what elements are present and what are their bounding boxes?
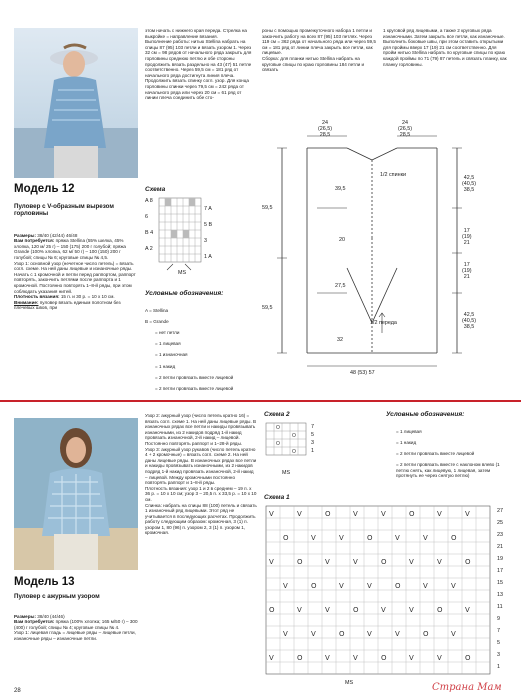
garment-diagram xyxy=(262,118,512,388)
svg-text:V: V xyxy=(297,606,302,614)
dim-inner-2: 20 xyxy=(339,237,345,243)
svg-text:V: V xyxy=(339,534,344,542)
svg-text:O: O xyxy=(465,558,471,566)
materials-label: Вам потребуется: xyxy=(14,238,55,244)
legend-item: = 1 лицевая xyxy=(155,341,181,347)
svg-text:O: O xyxy=(395,582,401,590)
sizes-label: Размеры: xyxy=(14,232,36,238)
dim-left-2: 59,5 xyxy=(262,305,273,311)
model-12-title: Модель 12 xyxy=(14,183,75,195)
legend-item: = 1 лицевая xyxy=(396,428,422,434)
svg-text:O: O xyxy=(437,606,443,614)
legend-item: = нет петли xyxy=(155,329,180,335)
schema2-row: 1 xyxy=(311,448,314,454)
sizes-value: 38/40 (44/46) xyxy=(37,613,65,619)
model-12-subtitle: Пуловер с V-образным вырезом горловины xyxy=(14,203,114,218)
svg-text:V: V xyxy=(381,606,386,614)
svg-text:O: O xyxy=(367,534,373,542)
svg-text:V: V xyxy=(325,606,330,614)
density-label: Плотность вязания: xyxy=(14,294,60,300)
legend-item: = 1 изнаночная xyxy=(155,352,188,358)
schema2-row: 7 xyxy=(311,424,314,430)
model-12-photo xyxy=(14,28,138,178)
svg-text:V: V xyxy=(409,558,414,566)
svg-text:V: V xyxy=(437,510,442,518)
model-12-photo-image xyxy=(14,28,138,178)
model-12-col2: этом начать с нижнего края переда. Стрелка на выкройке = направление вязания. Выполнение работы: нитью Stellina набрать на спицы 87 (95) 103 петли и вязать узором 1. Через 32 см = 98 рядов от начального ряда закрыть для горловины среднюю петлю и обе стороны продолжить вязать раздельно на 43 (47) 51 петле соответственно. Через 59,5 см = 181 ряд от начального ряда достигнута линия плеча. Продолжить вязать спинку согл. узор. Для конца горловины спинки через 79,5 см = 242 ряда от начального ряда или через 20 см = 61 ряд от линии плеча соединить обе сто- xyxy=(145,28,252,101)
note-value: пуловер вязать единым полотном без плечевых швов, при xyxy=(14,299,121,311)
chart-row-label: 3 xyxy=(204,238,207,244)
svg-text:O: O xyxy=(283,534,289,542)
label-back: 1/2 спинки xyxy=(380,172,406,178)
svg-text:O: O xyxy=(297,654,303,662)
svg-text:O: O xyxy=(451,534,457,542)
svg-text:V: V xyxy=(353,510,358,518)
dim-right-2: 17 (19) 21 xyxy=(462,228,472,246)
svg-text:V: V xyxy=(269,558,274,566)
legend-item: = 2 петли провязать вместе с наклоном влево (1 петлю снять, как лицевую, 1 лицевая, затем протянуть ее через снятую петлю) xyxy=(396,462,500,479)
legend-title: Условные обозначения: xyxy=(386,411,465,418)
schema-title: Схема xyxy=(145,186,166,193)
svg-text:V: V xyxy=(325,558,330,566)
materials-label: Вам потребуется: xyxy=(14,619,55,625)
model-13-col2: Узор 2: ажурный узор (число петель кратно 16) = вязать согл. схеме 1. На ней даны лицевые ряды. В изнаночных рядах все петли и накиды провязывать изнаночными, из 2 накидов подряд 1-й накид провязать изнаночной, 2-й накид – лицевой. Постоянно повторять раппорт и 1–28-й ряды. Узор 3: ажурный узор рукавов (число петель кратно 4 + 2 кромочные) = вязать согл. схеме 2. На ней даны лицевые ряды. В изнаночных рядах все петли и накиды провязывать изнаночными, из 2 накидов подряд 1-й накид провязать изнаночной, 2-й накид – лицевой. Между кромочными постоянно повторять раппорт и 1–8-й ряды. Плотность вязания: узор 1 и 2 в среднем – 19 п. х 36 р. = 10 х 10 см; узор 3 – 20,5 п. х 33,5 р. = 10 х 10 см. Спинка: набрать на спицы 88 (100) петель и связать 1 изнаночный ряд лицевыми. Этот ряд не учитывается в последующих расчетах. Продолжить работу следующим образом: кромочная, 3 (1) п. узором 1, 80 (96) п. узором 2, 3 (1) п. узором 1, кромочная. xyxy=(145,413,257,536)
svg-text:V: V xyxy=(269,654,274,662)
dim-right-4: 42,5 (40,5) 38,5 xyxy=(462,312,477,330)
svg-text:V: V xyxy=(451,630,456,638)
legend-list xyxy=(386,423,510,485)
chart-row-label: 5 B xyxy=(204,222,213,228)
dim-right-3: 17 (19) 21 xyxy=(462,262,472,280)
model-13-col1 xyxy=(14,608,138,678)
model-13-subtitle: Пуловер с ажурным узором xyxy=(14,593,100,600)
pattern1-text: Узор 1: лицевая гладь = лицевые ряды – лицевые петли, изнаночные ряды – изнаночные петли. xyxy=(14,630,136,641)
sizes-label: Размеры: xyxy=(14,613,36,619)
schema1-title: Схема 1 xyxy=(264,494,290,501)
schema1-chart xyxy=(264,504,494,684)
svg-text:O: O xyxy=(292,449,296,455)
svg-text:V: V xyxy=(311,630,316,638)
legend-item: A = Stellina xyxy=(145,307,169,313)
svg-text:O: O xyxy=(269,606,275,614)
svg-text:V: V xyxy=(437,654,442,662)
model-12-col1 xyxy=(14,227,138,387)
svg-text:O: O xyxy=(276,441,280,447)
dim-top-left: 24 (26,5) 28,5 xyxy=(318,120,333,138)
svg-text:O: O xyxy=(353,606,359,614)
legend-item: = 2 петли провязать вместе лицевой xyxy=(155,374,234,380)
sizes-value: 38/40 (42/44) 46/48 xyxy=(37,232,78,238)
ms-label: MS xyxy=(345,680,354,686)
chart-row-label: 6 xyxy=(145,214,148,220)
svg-text:V: V xyxy=(465,606,470,614)
svg-text:V: V xyxy=(283,630,288,638)
density-value: 15 п. и 30 р. = 10 х 10 см. xyxy=(60,294,115,300)
chart-row-label: 1 A xyxy=(204,254,212,260)
svg-text:O: O xyxy=(292,433,296,439)
svg-text:V: V xyxy=(451,582,456,590)
svg-text:O: O xyxy=(423,630,429,638)
model-12-col4: 1 круговой ряд лицевыми, а также 2 круговых ряда изнаночными. Затем закрыть все петли, как изнаночные. Выполнить боковые швы, при этом оставить открытыми для проймы вверх 17 (19) 21 см соответственно. Для пройм нитью Stellina набрать по круговые спицы по краю каждой проймы по 71 (79) 87 петель и связать планку, как планку горловины. xyxy=(383,28,507,67)
svg-text:V: V xyxy=(283,582,288,590)
svg-text:V: V xyxy=(409,606,414,614)
dim-inner-4: 32 xyxy=(337,337,343,343)
chart-row-label: A 2 xyxy=(145,246,153,252)
svg-text:V: V xyxy=(339,582,344,590)
diagram-lines xyxy=(262,118,512,388)
svg-text:O: O xyxy=(381,654,387,662)
page-number: 28 xyxy=(14,688,21,694)
svg-text:V: V xyxy=(269,510,274,518)
legend-title: Условные обозначения: xyxy=(145,290,224,297)
svg-text:V: V xyxy=(297,510,302,518)
svg-text:V: V xyxy=(325,654,330,662)
svg-text:O: O xyxy=(311,582,317,590)
svg-text:V: V xyxy=(437,558,442,566)
svg-text:V: V xyxy=(395,630,400,638)
legend-item: = 1 накид xyxy=(155,363,176,369)
materials-value: пряжа Stellina (55% шелка, 45% хлопка, 120 м/ 25 г) – 150 (175) 200 г голубой; пряжа Grande (100% хлопка, 62 м/ 50 г) – 100 (150) 200 г голубой; спицы № 6; круговые спицы № 4,5. xyxy=(14,238,126,260)
schema2-chart xyxy=(264,421,324,481)
model-13-photo-image xyxy=(14,418,138,570)
legend-item: = 1 накид xyxy=(396,439,417,445)
svg-text:V: V xyxy=(423,534,428,542)
dim-inner-1: 39,5 xyxy=(335,186,346,192)
schema1-grid xyxy=(264,504,494,684)
svg-text:O: O xyxy=(381,558,387,566)
label-front: 1/2 переда xyxy=(370,320,397,326)
svg-text:V: V xyxy=(423,582,428,590)
svg-text:O: O xyxy=(409,510,415,518)
materials-value: пряжа (100% хлопка; 165 м/50 г) – 300 (400) г голубой; спицы № 4; круговые спицы № 4. xyxy=(14,619,138,630)
watermark-logo: Страна Мам xyxy=(432,682,502,693)
dim-top-right: 24 (26,5) 28,5 xyxy=(398,120,413,138)
legend-item: B = Grande xyxy=(145,318,169,324)
model-13-photo xyxy=(14,418,138,570)
svg-text:O: O xyxy=(276,425,280,431)
dim-right-1: 42,5 (40,5) 38,5 xyxy=(462,175,477,193)
svg-text:O: O xyxy=(465,654,471,662)
svg-text:V: V xyxy=(353,654,358,662)
schema2-title: Схема 2 xyxy=(264,411,290,418)
schema2-grid xyxy=(264,421,324,481)
ms-label: MS xyxy=(282,470,291,476)
schema2-row: 3 xyxy=(311,440,314,446)
dim-left-1: 59,5 xyxy=(262,205,273,211)
legend-item: = 2 петли провязать вместе лицевой xyxy=(155,385,234,391)
svg-text:V: V xyxy=(353,558,358,566)
chart-row-label: 7 A xyxy=(204,206,212,212)
svg-text:V: V xyxy=(395,534,400,542)
svg-text:V: V xyxy=(381,510,386,518)
svg-text:V: V xyxy=(465,510,470,518)
svg-text:O: O xyxy=(325,510,331,518)
section-divider xyxy=(0,400,521,402)
note-label: Внимание: xyxy=(14,299,39,305)
schema1-row-numbers: 27 25 23 21 19 17 15 13 11 9 7 5 3 1 xyxy=(497,508,503,670)
dim-inner-3: 27,5 xyxy=(335,283,346,289)
chart-row-label: B 4 xyxy=(145,230,154,236)
svg-text:V: V xyxy=(367,630,372,638)
svg-text:O: O xyxy=(297,558,303,566)
model-12-col3: роны с помощью промежуточного набора 1 петли и закончить работу на всех 87 (95) 103 петлях. Через 119 см = 362 ряда от начального ряда или через 59,5 см = 181 ряд от линии плеча закрыть все петли, как лицевые. Сборка: для планки нитью Stellina набрать на круговые спицы по краю горловины 184 петли и связать xyxy=(262,28,376,73)
svg-text:V: V xyxy=(367,582,372,590)
dim-bottom: 48 (53) 57 xyxy=(350,370,375,376)
legend-item: = 2 петли провязать вместе лицевой xyxy=(396,450,475,456)
schema2-row: 5 xyxy=(311,432,314,438)
pattern1-text: Узор 1: основной узор (нечетное число петель) = вязать согл. схеме. На ней даны лицевые и изнаночные ряды. Начать с 1 кромочной и петли перед раппортом, раппорт повторять, закончить петлями после раппорта и 1 кромочной. Постоянно повторять 1–8-й ряды, при этом соблюдать указания нитей. xyxy=(14,260,136,294)
svg-text:V: V xyxy=(311,534,316,542)
legend-list xyxy=(145,302,255,391)
svg-text:O: O xyxy=(339,630,345,638)
svg-text:V: V xyxy=(409,654,414,662)
ms-label: MS xyxy=(178,270,187,276)
model-13-title: Модель 13 xyxy=(14,576,75,588)
chart-row-label: A 8 xyxy=(145,198,153,204)
